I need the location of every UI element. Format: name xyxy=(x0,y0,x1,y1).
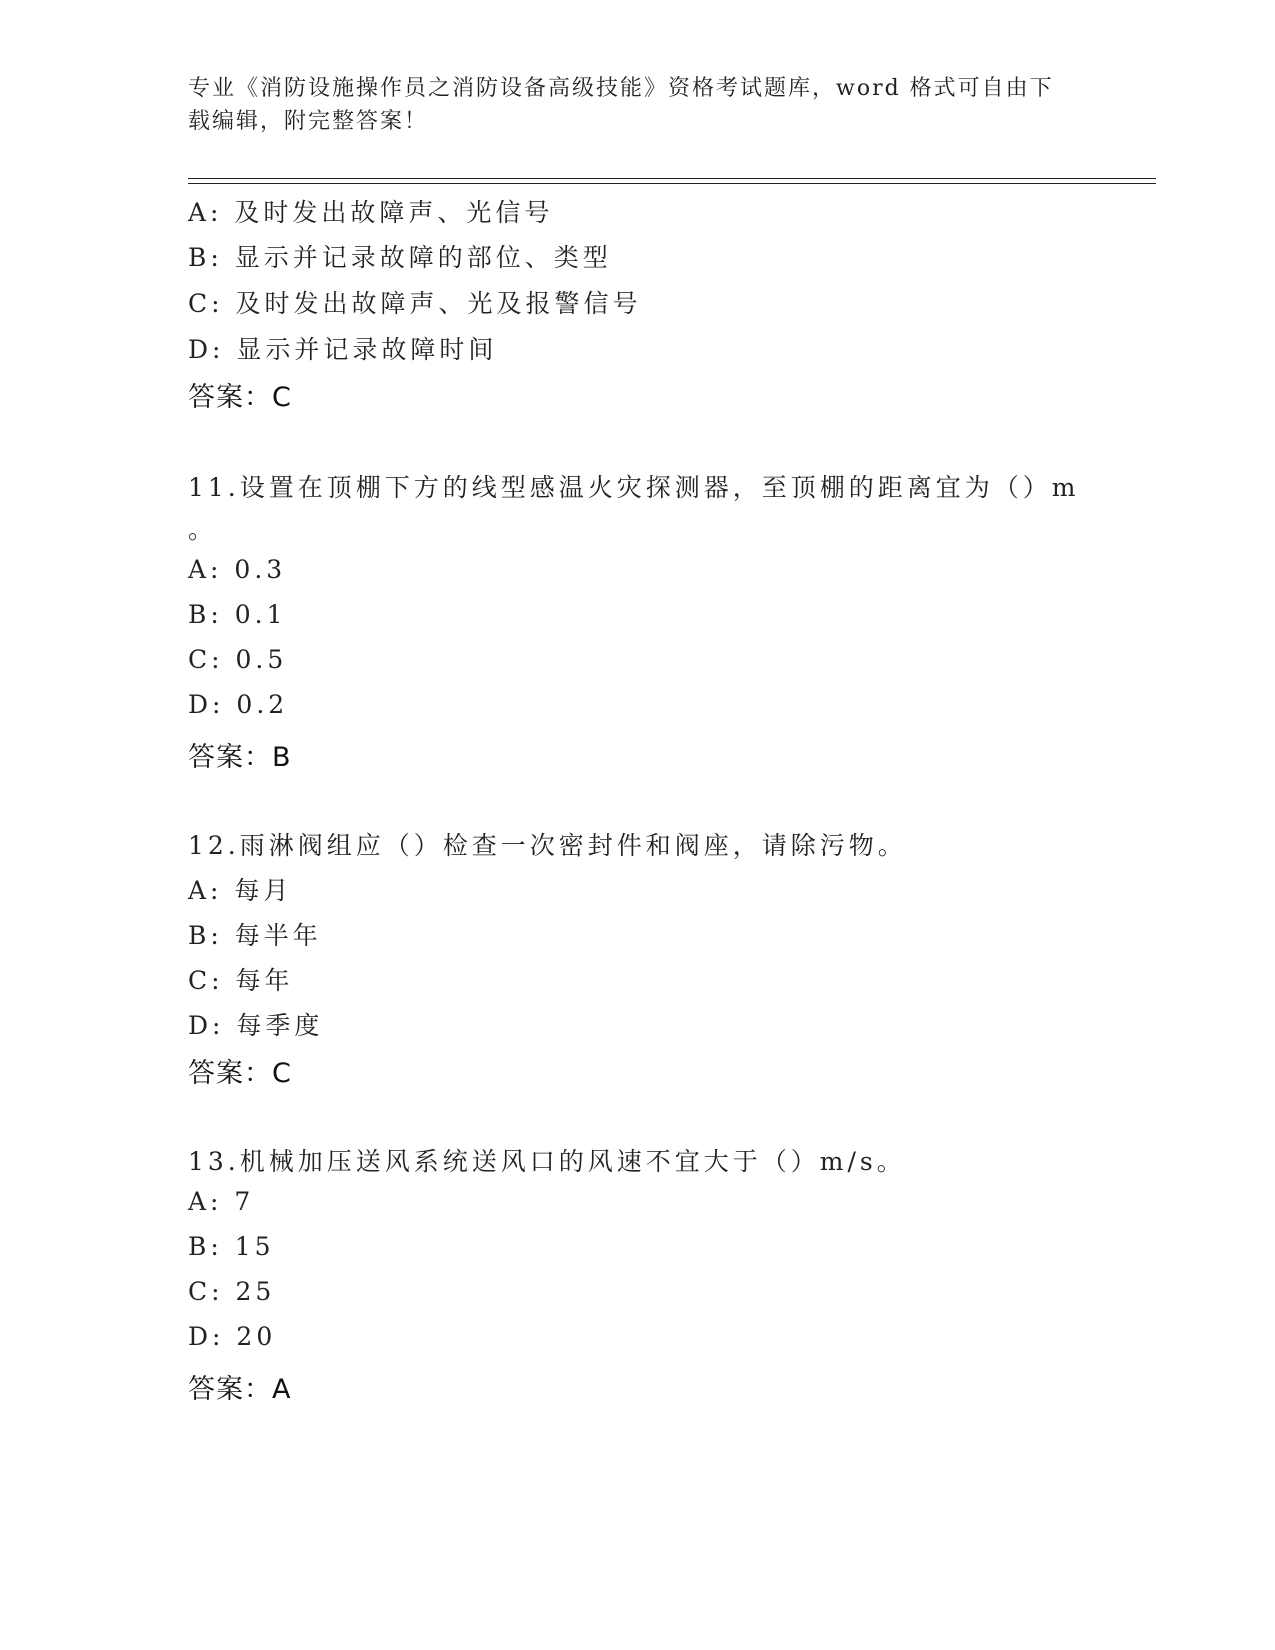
q11-stem: 11.设置在顶棚下方的线型感温火灾探测器，至顶棚的距离宜为（）m xyxy=(188,473,1080,502)
q10-answer: 答案：C xyxy=(188,382,292,413)
q12-option-b: B: 每半年 xyxy=(188,921,322,950)
q12-option-a: A: 每月 xyxy=(188,876,293,905)
q11-option-a: A: 0.3 xyxy=(188,555,287,584)
q13-option-c: C: 25 xyxy=(188,1277,276,1306)
q11-option-c: C: 0.5 xyxy=(188,645,288,674)
q12-stem: 12.雨淋阀组应（）检查一次密封件和阀座，请除污物。 xyxy=(188,831,907,860)
q13-answer: 答案：A xyxy=(188,1374,292,1405)
q12-option-d: D: 每季度 xyxy=(188,1011,324,1040)
q10-option-d: D: 显示并记录故障时间 xyxy=(188,335,498,364)
q13-option-b: B: 15 xyxy=(188,1232,275,1261)
q10-option-a: A: 及时发出故障声、光信号 xyxy=(188,198,554,227)
header-line-1: 专业《消防设施操作员之消防设备高级技能》资格考试题库，word 格式可自由下 xyxy=(188,76,1054,101)
q11-answer: 答案：B xyxy=(188,742,292,773)
q13-stem: 13.机械加压送风系统送风口的风速不宜大于（）m/s。 xyxy=(188,1147,906,1176)
q11-stem-end: 。 xyxy=(188,515,218,544)
header-divider-top xyxy=(188,178,1156,179)
header-line-2: 载编辑，附完整答案！ xyxy=(188,109,429,134)
header-divider-bottom xyxy=(188,183,1156,184)
q11-option-d: D: 0.2 xyxy=(188,690,289,719)
q12-option-c: C: 每年 xyxy=(188,966,294,995)
q10-option-c: C: 及时发出故障声、光及报警信号 xyxy=(188,289,642,318)
q12-answer: 答案：C xyxy=(188,1058,292,1089)
q13-option-d: D: 20 xyxy=(188,1322,277,1351)
q13-option-a: A: 7 xyxy=(188,1187,255,1216)
document-header xyxy=(188,72,1088,138)
q11-option-b: B: 0.1 xyxy=(188,600,287,629)
q10-option-b: B: 显示并记录故障的部位、类型 xyxy=(188,243,612,272)
